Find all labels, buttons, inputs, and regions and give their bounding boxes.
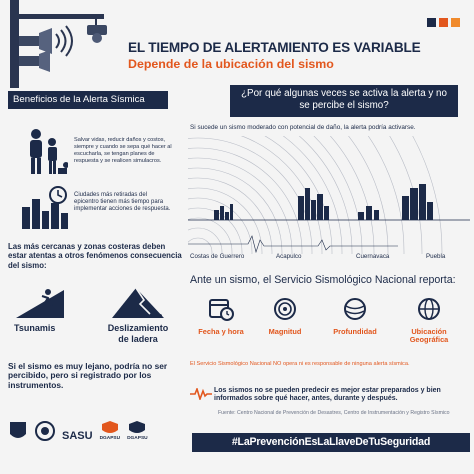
tsunami-icon <box>14 284 68 320</box>
logo-sasu <box>62 430 93 442</box>
logo-dgapsu-text: DGAPSU <box>99 436 121 442</box>
city-label-puebla: Puebla <box>426 253 446 260</box>
dgapsu-shield-icon <box>100 420 120 436</box>
page-subtitle: Depende de la ubicación del sismo <box>128 57 334 71</box>
seismograph-icon <box>190 388 212 400</box>
city-clock-icon <box>20 185 70 229</box>
logo-dgapsu-text: DGAPSU <box>127 436 148 442</box>
logo-dgapsu-1 <box>100 420 121 442</box>
city-label-cuernavaca: Cuernavaca <box>356 253 390 260</box>
depth-layers-icon <box>342 297 368 321</box>
benefit-item-far-cities: Ciudades más retiradas del epicentro tienen más tiempo para implementar acciones de respuesta. <box>74 192 171 212</box>
unam-seal-icon <box>8 420 28 442</box>
sns-item-label: Ubicación Geográfica <box>409 327 449 345</box>
sns-item-depth <box>320 297 390 336</box>
seismic-waves-city-illustration <box>188 136 470 254</box>
sns-item-magnitude <box>250 297 320 336</box>
why-question-heading: ¿Por qué algunas veces se activa la alerta y no se percibe el sismo? <box>230 85 458 117</box>
benefit-item-save-lives: Salvar vidas, reducir daños y costos, siempre y cuando se sepa qué hacer al escucharla, se tengan planes de respuesta y se realicen simulacros. <box>74 137 172 164</box>
sns-intro: Ante un sismo, el Servicio Sismológico Nacional reporta: <box>190 274 456 286</box>
calendar-clock-icon <box>208 297 234 321</box>
dgapsu-shield-icon <box>127 420 147 436</box>
ipn-seal-icon <box>35 420 55 442</box>
city-label-acapulco: Acapulco <box>276 253 302 260</box>
city-label-costas-guerrero: Costas de Guerrero <box>190 253 245 260</box>
page-title: EL TIEMPO DE ALERTAMIENTO ES VARIABLE <box>128 40 421 55</box>
magnitude-circle-icon <box>272 297 298 321</box>
family-icon <box>24 128 68 176</box>
institution-logos <box>8 420 148 442</box>
globe-icon <box>416 297 442 321</box>
brand-squares <box>427 18 460 27</box>
landslide-icon <box>110 284 166 320</box>
sns-item-label: Profundidad <box>333 327 377 336</box>
moderate-quake-text: Si sucede un sismo moderado con potencial de daño, la alerta podría activarse. <box>190 124 416 131</box>
sns-item-location <box>394 297 464 344</box>
near-zones-text: Las más cercanas y zonas costeras deben estar atentas a otros fenómenos consecuencia del sismo: <box>8 242 182 270</box>
sns-item-label: Fecha y hora <box>198 327 244 336</box>
benefits-heading: Beneficios de la Alerta Sísmica <box>8 91 168 109</box>
prediction-warning: Los sismos no se pueden predecir es mejor estar preparados y bien informados sobre qué hacer, antes, durante y después. <box>214 387 441 402</box>
pole-speaker-camera-illustration <box>0 0 110 88</box>
tsunami-label: Tsunamis <box>14 323 56 333</box>
logo-sasu-text: SASU <box>62 430 93 442</box>
sns-disclaimer: El Servicio Sismológico Nacional NO opera ni es responsable de ninguna alerta sísmica. <box>190 361 410 367</box>
source-note: Fuente: Centro Nacional de Prevención de Desastres, Centro de Instrumentación y Registro Sísmico <box>218 410 450 416</box>
sns-item-label: Magnitud <box>268 327 302 336</box>
hashtag-banner: #LaPrevenciónEsLaLlaveDeTuSeguridad <box>192 433 470 452</box>
logo-dgapsu-2 <box>127 420 148 442</box>
far-quake-text: Si el sismo es muy lejano, podría no ser percibido, pero si registrado por los instrumentos. <box>8 361 168 390</box>
sns-item-date-time <box>186 297 256 336</box>
landslide-label: Deslizamiento de ladera <box>107 323 169 344</box>
